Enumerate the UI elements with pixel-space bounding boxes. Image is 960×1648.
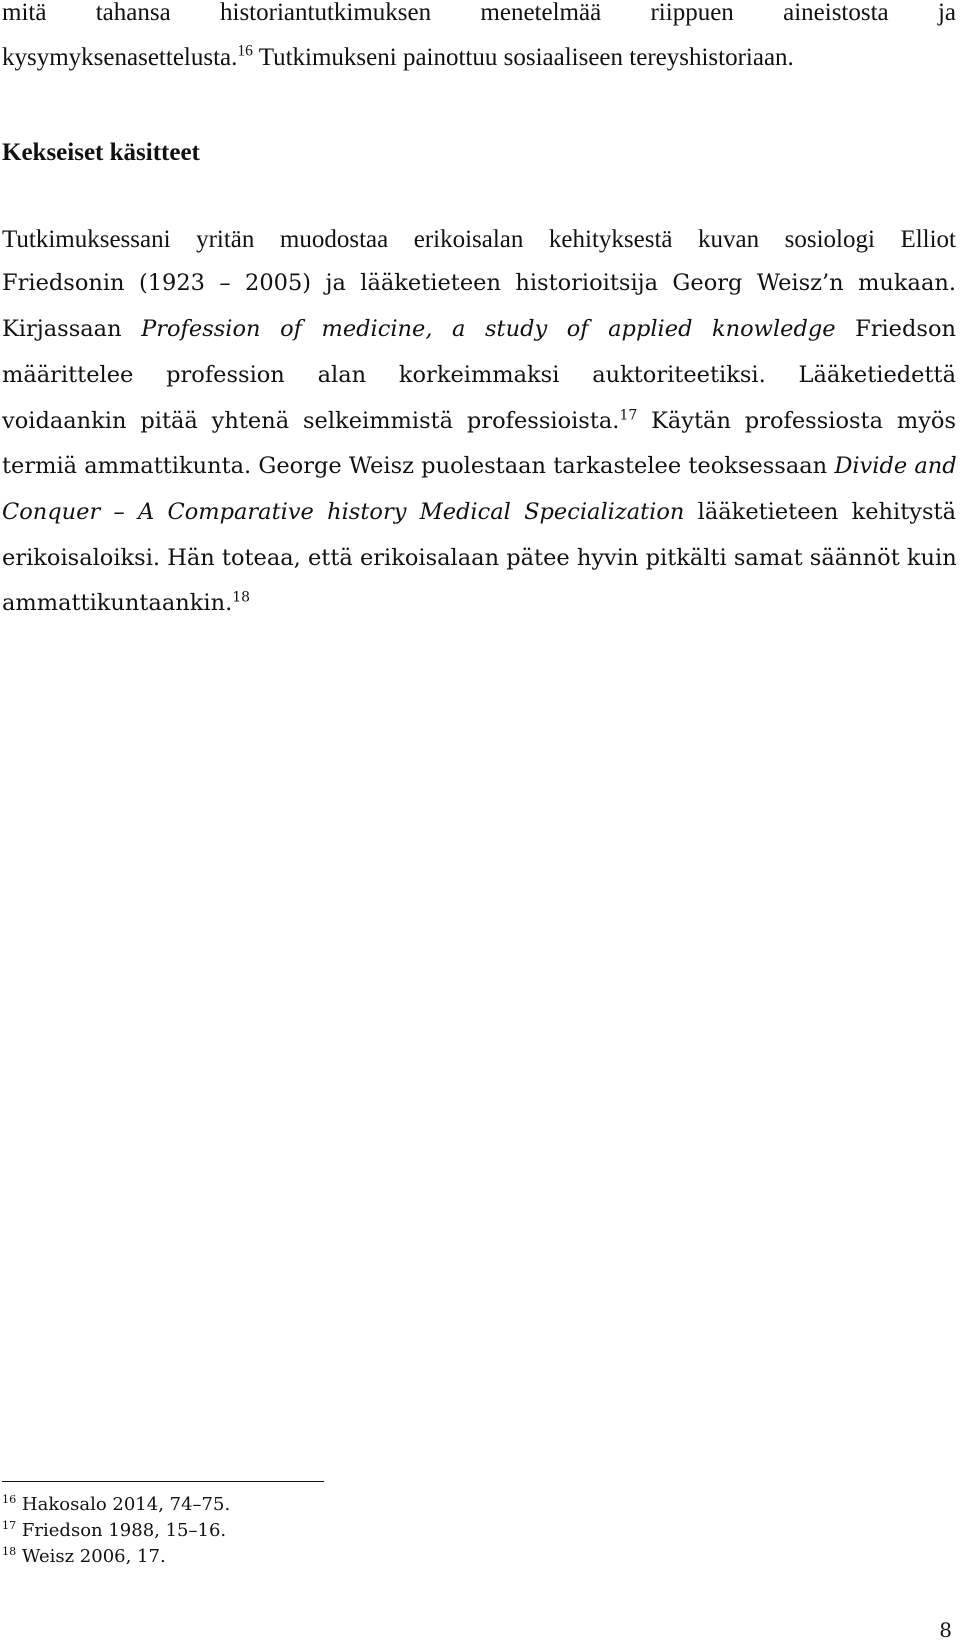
paragraph-line-6 [2, 455, 956, 478]
paragraph-text: lääketieteen kehitystä [684, 499, 957, 525]
paragraph-text: Käytän professiosta myös [637, 408, 956, 434]
footnote-reference[interactable]: 16 [237, 42, 253, 60]
paragraph-line-5 [2, 407, 956, 434]
footnote-text: Friedson 1988, 15–16. [16, 1520, 227, 1541]
intro-text: Tutkimukseni painottuu sosiaaliseen tereyshistoriaan. [252, 44, 794, 71]
paragraph-line-8 [2, 547, 956, 570]
paragraph-text: termiä ammattikunta. George Weisz puolestaan tarkastelee teoksessaan [2, 453, 835, 479]
paragraph-text: Tutkimuksessani yritän muodostaa erikoisalan kehityksestä kuvan sosiologi Elliot [2, 226, 956, 253]
footnote-reference[interactable]: 18 [232, 589, 250, 606]
paragraph-text: ammattikuntaankin. [2, 590, 233, 616]
paragraph-line-3 [2, 318, 956, 341]
book-title: Conquer – A Comparative history Medical Specialization [2, 499, 685, 525]
paragraph-line-1 [2, 227, 956, 252]
footnote-separator [2, 1481, 324, 1482]
footnote-number: 18 [2, 1545, 17, 1559]
paragraph-line-2 [2, 272, 956, 295]
footnote-number: 17 [2, 1519, 17, 1533]
footnote-text: Hakosalo 2014, 74–75. [16, 1494, 231, 1515]
document-page [2, 0, 956, 1648]
book-title: Divide and [834, 453, 957, 479]
intro-text: kysymyksenasettelusta. [2, 44, 238, 71]
paragraph-text: Kirjassaan [2, 316, 142, 342]
paragraph-line-7 [2, 501, 956, 524]
footnote-17 [2, 1519, 227, 1541]
paragraph-text: voidaankin pitää yhtenä selkeimmistä professioista. [2, 408, 620, 434]
intro-text: mitä tahansa historiantutkimuksen menetelmää riippuen aineistosta ja [2, 0, 956, 26]
paragraph-line-4 [2, 364, 956, 387]
book-title: Profession of medicine, a study of applied knowledge [141, 316, 836, 342]
paragraph-text: erikoisaloiksi. Hän toteaa, että erikoisalaan pätee hyvin pitkälti samat säännöt kuin [2, 545, 957, 571]
section-heading: Kekseiset käsitteet [2, 139, 200, 166]
footnote-18 [2, 1545, 166, 1567]
paragraph-text: määrittelee profession alan korkeimmaksi auktoriteetiksi. Lääketiedettä [2, 362, 956, 388]
footnote-text: Weisz 2006, 17. [16, 1546, 166, 1567]
footnote-number: 16 [2, 1493, 17, 1507]
intro-line-1 [2, 0, 956, 25]
page-number: 8 [939, 1618, 952, 1642]
footnote-reference[interactable]: 17 [619, 407, 638, 424]
paragraph-text: Friedsonin (1923 – 2005) ja lääketieteen historioitsija Georg Weisz’n mukaan. [2, 270, 956, 296]
footnote-16 [2, 1493, 231, 1515]
paragraph-line-9 [2, 589, 956, 616]
paragraph-text: Friedson [835, 316, 956, 342]
intro-line-2 [2, 42, 956, 71]
